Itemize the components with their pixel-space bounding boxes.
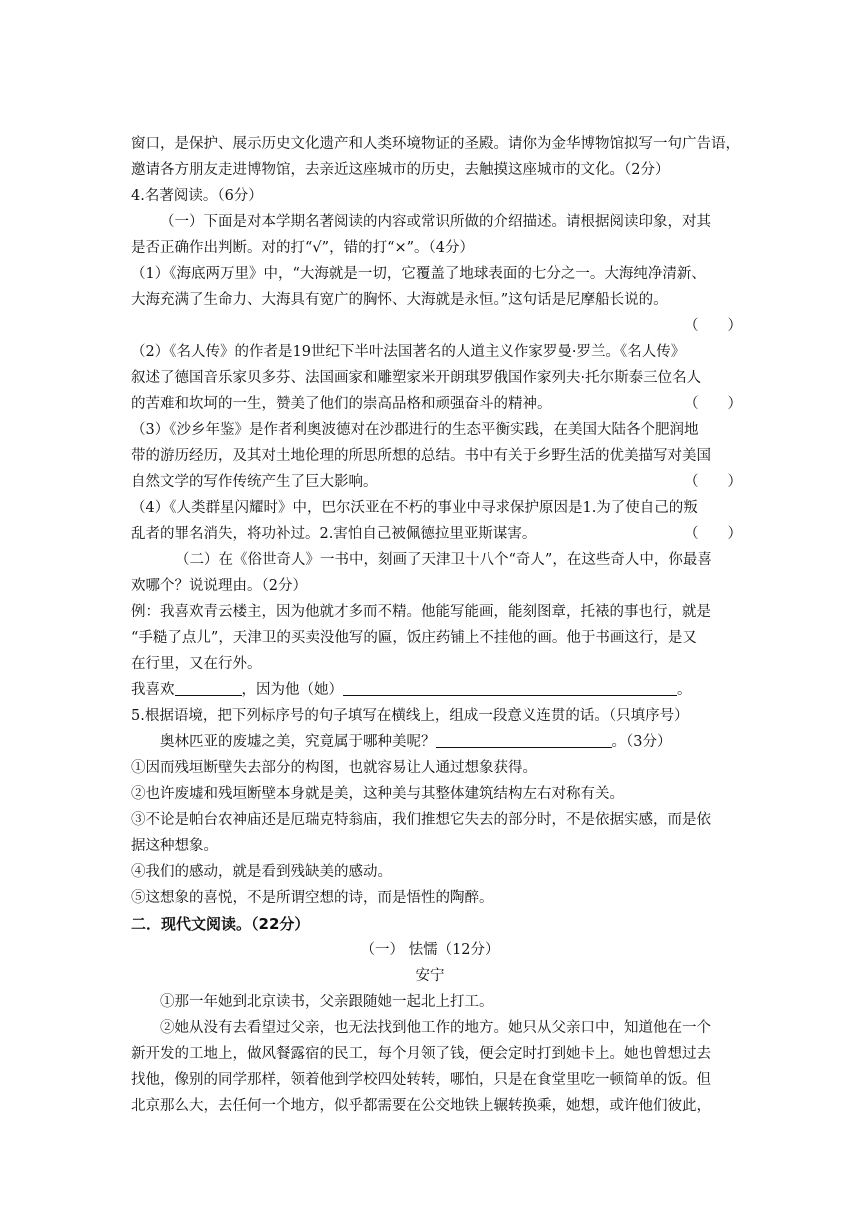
text-line: 窗口，是保护、展示历史文化遗产和人类环境物证的圣殿。请你为金华博物馆拟写一句广告语， <box>131 136 740 152</box>
question-5-heading: 5.根据语境，把下列标序号的句子填写在横线上，组成一段意义连贯的话。（只填序号） <box>131 708 689 724</box>
text-line: 乱者的罪名消失，将功补过。2.害怕自己被佩德拉里亚斯谋害。 <box>131 526 537 542</box>
passage-title: （一） 怯懦（12分） <box>360 942 500 958</box>
text-line: 在行里，又在行外。 <box>131 656 262 672</box>
text-line: 欢哪个？说说理由。（2分） <box>131 578 307 594</box>
item-4: （4）《人类群星闪耀时》中，巴尔沃亚在不朽的事业中寻求保护原因是1.为了使自己的叛 <box>131 500 698 516</box>
text-line: 大海充满了生命力、大海具有宽广的胸怀、大海就是永恒。”这句话是尼摩船长说的。 <box>131 292 668 308</box>
answer-bracket[interactable]: （ ） <box>684 396 742 412</box>
answer-bracket[interactable]: （ ） <box>684 474 742 490</box>
fill-in-line <box>160 729 760 755</box>
option-5: ⑤这想象的喜悦，不是所谓空想的诗，而是悟性的陶醉。 <box>131 890 494 906</box>
fill-in-line <box>131 677 731 703</box>
item-1: （1）《海底两万里》中，“大海就是一切，它覆盖了地球表面的七分之一。大海纯净清新、 <box>131 266 706 282</box>
paragraph-1: ①那一年她到北京读书，父亲跟随她一起北上打工。 <box>160 994 494 1010</box>
example-text: 例：我喜欢青云楼主，因为他就才多而不精。他能写能画，能刻图章，托裱的事也行，就是 <box>131 604 711 620</box>
paragraph-2: ②她从没有去看望过父亲，也无法找到他工作的地方。她只从父亲口中，知道他在一个 <box>160 1020 711 1036</box>
fill-label: 。（3分） <box>611 734 672 750</box>
text-line: 带的游历经历，及其对土地伦理的所思所想的总结。书中有关于乡野生活的优美描写对美国 <box>131 448 711 464</box>
answer-blank[interactable] <box>175 680 242 696</box>
fill-label: 。 <box>677 682 692 698</box>
text-line: 新开发的工地上，做风餐露宿的民工，每个月领了钱，便会定时打到她卡上。她也曾想过去 <box>131 1046 711 1062</box>
text-line: 北京那么大，去任何一个地方，似乎都需要在公交地铁上辗转换乘，她想，或许他们彼此， <box>131 1098 711 1114</box>
answer-blank[interactable] <box>343 680 677 696</box>
text-line: 叙述了德国音乐家贝多芬、法国画家和雕塑家米开朗琪罗俄国作家列夫·托尔斯泰三位名人 <box>131 370 702 386</box>
item-2: （2）《名人传》的作者是19世纪下半叶法国著名的人道主义作家罗曼·罗兰。《名人传》 <box>131 344 686 360</box>
option-3: ③不论是帕台农神庙还是厄瑞克特翁庙，我们推想它失去的部分时，不是依据实感，而是依 <box>131 812 711 828</box>
option-1: ①因而残垣断壁失去部分的构图，也就容易让人通过想象获得。 <box>131 760 537 776</box>
answer-bracket[interactable]: （ ） <box>684 318 742 334</box>
answer-bracket[interactable]: （ ） <box>684 526 742 542</box>
question-4-heading: 4.名著阅读。（6分） <box>131 188 263 204</box>
fill-label: ，因为他（她） <box>241 682 343 698</box>
text-line: 找他，像别的同学那样，领着他到学校四处转转，哪怕，只是在食堂里吃一顿简单的饭。但 <box>131 1072 711 1088</box>
option-2: ②也许废墟和残垣断壁本身就是美，这种美与其整体建筑结构左右对称有关。 <box>131 786 624 802</box>
text-line: “手糙了点儿”，天津卫的买卖没他写的匾，饭庄药铺上不挂他的画。他于书画这行，是又 <box>131 630 697 646</box>
text-line: （二）在《俗世奇人》一书中，刻画了天津卫十八个“奇人”，在这些奇人中，你最喜 <box>175 552 712 568</box>
text-line: 邀请各方朋友走进博物馆，去亲近这座城市的历史，去触摸这座城市的文化。（2分） <box>131 162 670 178</box>
text-line: 的苦难和坎坷的一生，赞美了他们的崇高品格和顽强奋斗的精神。 <box>131 396 552 412</box>
text-line: （一）下面是对本学期名著阅读的内容或常识所做的介绍描述。请根据阅读印象，对其 <box>160 214 711 230</box>
option-4: ④我们的感动，就是看到残缺美的感动。 <box>131 864 392 880</box>
text-line: 是否正确作出判断。对的打“√”，错的打“×”。（4分） <box>131 240 475 256</box>
fill-label: 奥林匹亚的废墟之美，究竟属于哪种美呢？ <box>160 734 436 750</box>
text-line: 据这种想象。 <box>131 838 218 854</box>
passage-author: 安宁 <box>415 968 445 984</box>
section-2-heading: 二．现代文阅读。（22分） <box>131 915 310 933</box>
text-line: 自然文学的写作传统产生了巨大影响。 <box>131 474 378 490</box>
fill-label: 我喜欢 <box>131 682 175 698</box>
answer-blank[interactable] <box>436 732 612 748</box>
item-3: （3）《沙乡年鉴》是作者利奥波德对在沙郡进行的生态平衡实践，在美国大陆各个肥润地 <box>131 422 699 438</box>
